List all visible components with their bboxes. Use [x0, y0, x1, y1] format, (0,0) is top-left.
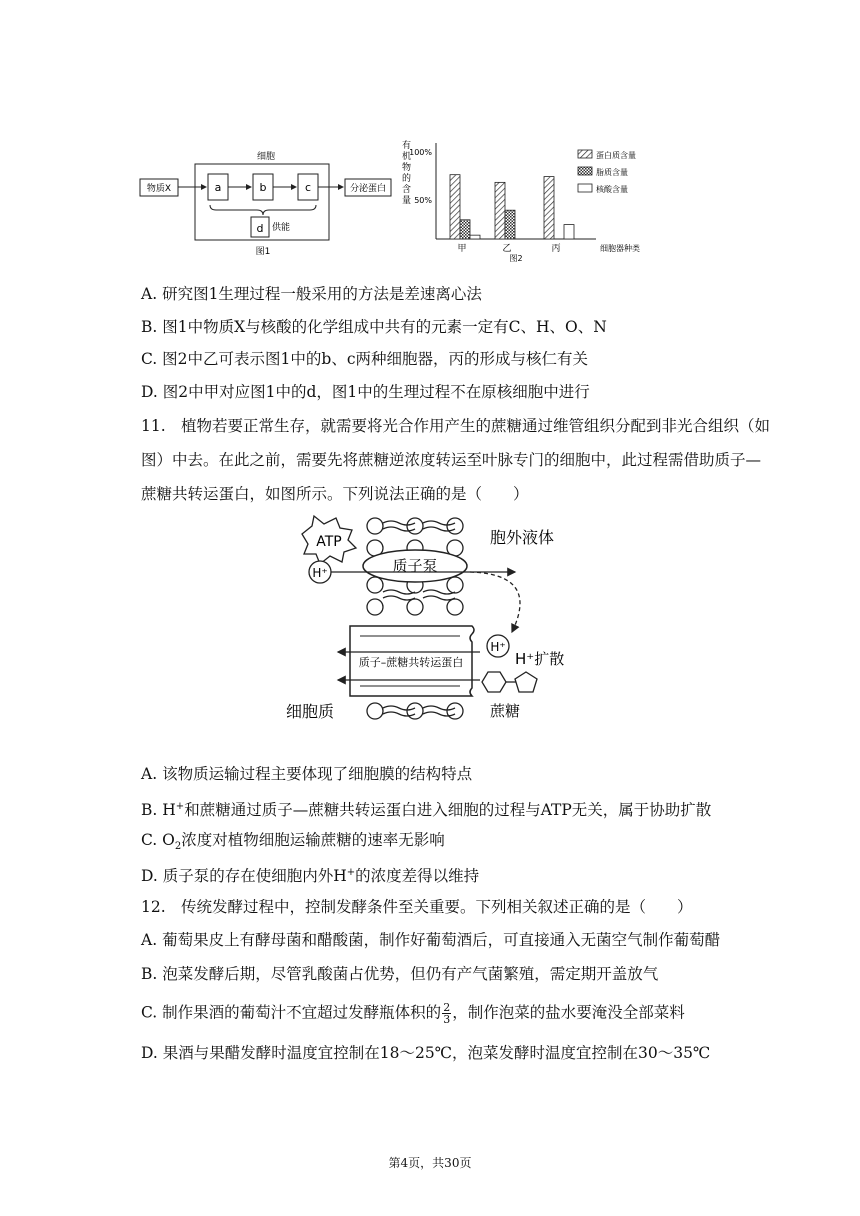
bar-2-2 [564, 225, 574, 239]
option-text: 的浓度差得以维持 [355, 867, 480, 886]
q10-option-a [141, 284, 482, 304]
outside-fluid-label: 胞外液体 [490, 528, 555, 547]
fig1-node-c-label: c [304, 181, 312, 194]
bar-0-2 [470, 235, 480, 239]
stem-text: 蔗糖共转运蛋白，如图所示。下列说法正确的是（ ） [141, 485, 529, 503]
fig1-node-d-label: d [256, 222, 264, 235]
atp-label: ATP [316, 534, 342, 550]
fig1-cell-label: 细胞 [256, 152, 276, 162]
option-text: 葡萄果皮上有酵母菌和醋酸菌，制作好葡萄酒后，可直接通入无菌空气制作葡萄醋 [162, 931, 721, 949]
option-letter: D. [141, 867, 158, 886]
bar-0-0 [450, 175, 460, 239]
legend-swatch [578, 167, 592, 175]
h-plus-left-label: H⁺ [312, 566, 328, 580]
option-letter: B. [141, 801, 158, 820]
option-text: ，制作泡菜的盐水要淹没全部菜料 [452, 1003, 685, 1022]
fraction [442, 1002, 451, 1025]
q11-membrane-figure [280, 512, 580, 727]
option-text: 泡菜发酵后期，尽管乳酸菌占优势，但仍有产气菌繁殖，需定期开盖放气 [162, 965, 659, 983]
q11-number: 11. [141, 417, 166, 435]
option-letter: B. [141, 965, 158, 983]
legend-swatch [578, 184, 592, 192]
y-axis-label-char: 的 [402, 174, 412, 184]
option-letter: C. [141, 1003, 158, 1022]
q12-number: 12. [141, 898, 166, 916]
q11-stem-line-2 [141, 450, 761, 470]
stem-text: 图）中去。在此之前，需要先将蔗糖逆浓度转运至叶脉专门的细胞中，此过程需借助质子— [141, 451, 762, 469]
x-tick-label: 丙 [551, 244, 561, 254]
q10-option-d [141, 382, 590, 402]
q12-option-c [141, 1002, 685, 1025]
fig1-output-label: 分泌蛋白 [349, 184, 387, 194]
option-letter: C. [141, 831, 158, 849]
fig2-x-ticks [457, 243, 560, 254]
option-text: 研究图1生理过程一般采用的方法是差速离心法 [162, 285, 482, 303]
legend-label: 脂质含量 [596, 168, 628, 177]
stem-text: 传统发酵过程中，控制发酵条件至关重要。下列相关叙述正确的是（ ） [181, 898, 693, 916]
superscript: + [346, 867, 356, 878]
bar-1-1 [505, 210, 515, 239]
fig2-ytick-50: 50% [414, 196, 432, 205]
fig1-node-a-label: a [214, 181, 222, 194]
option-letter: D. [141, 1044, 158, 1062]
legend-swatch [578, 150, 592, 158]
bar-2-0 [544, 177, 554, 239]
legend-label: 蛋白质含量 [596, 151, 636, 160]
q11-stem-line-1 [141, 416, 770, 436]
option-text: 质子泵的存在使细胞内外H [162, 867, 347, 886]
fraction-denominator: 3 [443, 1013, 451, 1026]
option-letter: B. [141, 318, 158, 336]
fig1-input-label: 物质X [146, 184, 172, 194]
x-tick-label: 甲 [457, 244, 467, 254]
option-text: 图2中乙可表示图1中的b、c两种细胞器，丙的形成与核仁有关 [162, 350, 588, 368]
option-text: 和蔗糖通过质子—蔗糖共转运蛋白进入细胞的过程与ATP无关，属于协助扩散 [184, 801, 712, 820]
q10-option-b [141, 317, 607, 337]
fig2-bars [450, 175, 574, 239]
q11-option-a [141, 764, 472, 784]
legend-label: 核酸含量 [596, 185, 628, 194]
option-text: 果酒与果醋发酵时温度宜控制在18～25℃，泡菜发酵时温度宜控制在30～35℃ [162, 1044, 711, 1062]
fig1-caption: 图1 [255, 247, 271, 257]
q12-option-d [141, 1043, 710, 1063]
fig1-node-b-label: b [259, 181, 267, 194]
fig2-x-axis-label: 细胞器种类 [600, 244, 640, 253]
q11-option-d [141, 863, 479, 886]
h-symbol: H [162, 801, 176, 820]
fraction-numerator: 2 [443, 1001, 451, 1014]
option-letter: A. [141, 765, 158, 783]
y-axis-label-char: 量 [402, 196, 412, 206]
figure-2 [396, 138, 686, 263]
option-text: 图1中物质X与核酸的化学组成中共有的元素一定有C、H、O、N [162, 318, 607, 336]
q11-option-b [141, 797, 711, 820]
q12-stem [141, 897, 693, 917]
option-text: 图2中甲对应图1中的d，图1中的生理过程不在原核细胞中进行 [162, 383, 590, 401]
h-plus-right-label: H⁺ [490, 640, 506, 654]
subscript: 2 [174, 841, 182, 853]
cytoplasm-label: 细胞质 [286, 702, 335, 721]
superscript: + [175, 801, 185, 812]
y-axis-label-char: 含 [402, 185, 412, 195]
figure-1 [138, 148, 393, 258]
pentagon-icon [515, 672, 537, 692]
option-letter: D. [141, 383, 158, 401]
option-text: 制作果酒的葡萄汁不宜超过发酵瓶体积的 [162, 1003, 442, 1022]
h-diffuse-label: H⁺扩散 [515, 650, 565, 668]
y-axis-label-char: 物 [402, 163, 412, 173]
q11-stem-line-3 [141, 484, 529, 504]
q12-option-a [141, 930, 720, 950]
page-footer: 第4页，共30页 [388, 1156, 472, 1170]
option-text: 浓度对植物细胞运输蔗糖的速率无影响 [181, 831, 445, 849]
q11-option-c [141, 830, 445, 857]
sucrose-label: 蔗糖 [490, 702, 521, 720]
stem-text: 植物若要正常生存，就需要将光合作用产生的蔗糖通过维管组织分配到非光合组织（如 [181, 417, 771, 435]
hexagon-icon [482, 672, 506, 692]
proton-pump-label: 质子泵 [392, 557, 438, 575]
option-letter: A. [141, 285, 158, 303]
y-axis-label-char: 机 [402, 152, 412, 162]
cotransporter-label: 质子–蔗糖共转运蛋白 [358, 656, 464, 669]
q10-option-c [141, 349, 588, 369]
fig1-energy-label: 供能 [272, 223, 291, 233]
fig2-ytick-100: 100% [409, 148, 432, 157]
lower-bilayer [367, 703, 463, 719]
x-tick-label: 乙 [502, 244, 512, 254]
y-axis-label-char: 有 [402, 141, 412, 151]
option-text: 该物质运输过程主要体现了细胞膜的结构特点 [162, 765, 473, 783]
option-letter: C. [141, 350, 158, 368]
fig2-legend [578, 150, 636, 194]
option-letter: A. [141, 931, 158, 949]
q12-option-b [141, 964, 658, 984]
bar-1-0 [495, 182, 505, 239]
fig2-caption: 图2 [509, 254, 523, 263]
o-symbol: O [162, 831, 175, 849]
bar-0-1 [460, 220, 470, 239]
